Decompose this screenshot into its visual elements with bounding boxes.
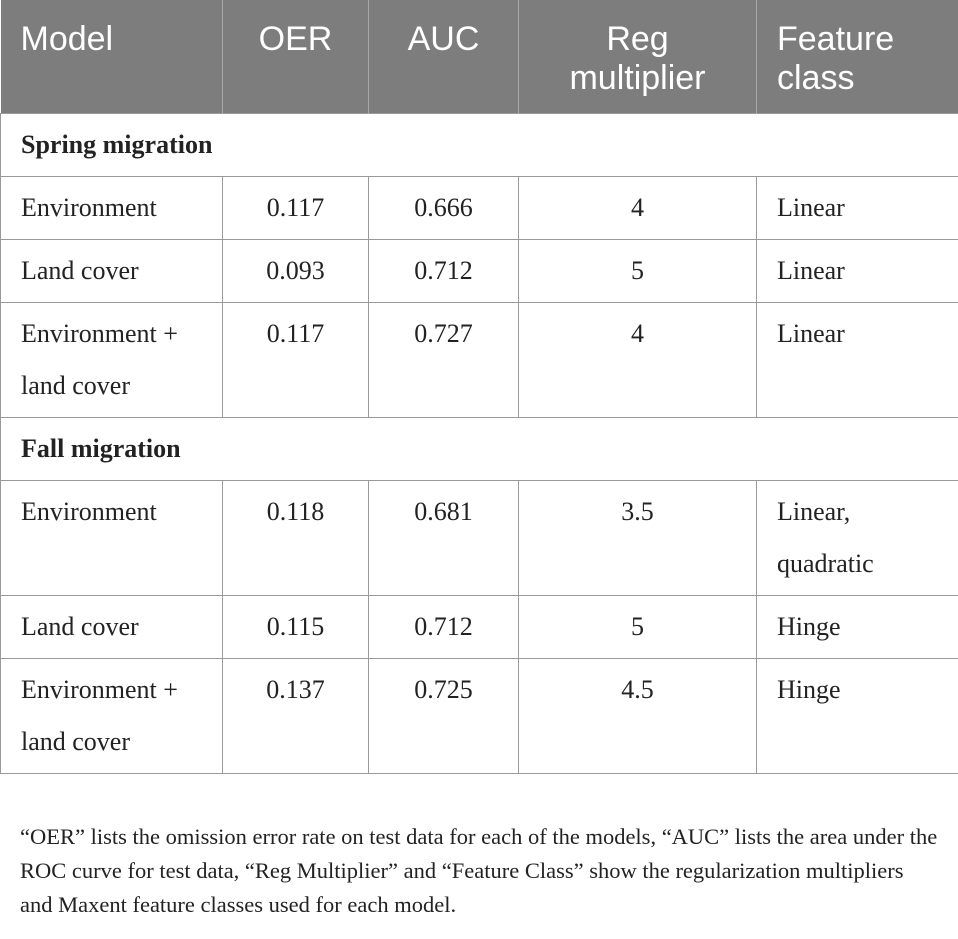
table-row — [1, 480, 958, 595]
cell-model: Land cover — [1, 595, 223, 658]
cell-model: Environment — [1, 480, 223, 595]
table-row — [1, 658, 958, 773]
header-model: Model — [1, 0, 223, 113]
cell-model: Land cover — [1, 239, 223, 302]
cell-oer: 0.118 — [223, 480, 369, 595]
section-title-fall: Fall migration — [1, 417, 958, 480]
cell-feature: Linear — [757, 302, 958, 417]
cell-auc: 0.712 — [369, 595, 519, 658]
cell-oer: 0.093 — [223, 239, 369, 302]
cell-model: Environment + land cover — [1, 658, 223, 773]
table-footnote: “OER” lists the omission error rate on test data for each of the models, “AUC” lists the area under the ROC curve for test data, “Reg Multiplier” and “Feature Class” show the regularization multipliers and Maxent feature classes used for each model. — [20, 824, 938, 917]
cell-feature: Hinge — [757, 658, 958, 773]
cell-reg: 4 — [519, 302, 757, 417]
cell-oer: 0.137 — [223, 658, 369, 773]
cell-reg: 5 — [519, 595, 757, 658]
section-row — [1, 113, 958, 176]
cell-feature: Linear, quadratic — [757, 480, 958, 595]
cell-auc: 0.681 — [369, 480, 519, 595]
table-row — [1, 176, 958, 239]
header-reg-multiplier: Reg multiplier — [519, 0, 757, 113]
cell-model: Environment — [1, 176, 223, 239]
cell-auc: 0.666 — [369, 176, 519, 239]
table-row — [1, 302, 958, 417]
cell-auc: 0.712 — [369, 239, 519, 302]
cell-reg: 4.5 — [519, 658, 757, 773]
cell-model: Environment + land cover — [1, 302, 223, 417]
cell-oer: 0.115 — [223, 595, 369, 658]
section-title-spring: Spring migration — [1, 113, 958, 176]
cell-oer: 0.117 — [223, 302, 369, 417]
cell-auc: 0.725 — [369, 658, 519, 773]
header-oer: OER — [223, 0, 369, 113]
header-auc: AUC — [369, 0, 519, 113]
header-feature-class: Feature class — [757, 0, 958, 113]
cell-feature: Hinge — [757, 595, 958, 658]
cell-feature: Linear — [757, 176, 958, 239]
header-row — [1, 0, 958, 113]
cell-reg: 5 — [519, 239, 757, 302]
section-row — [1, 417, 958, 480]
cell-oer: 0.117 — [223, 176, 369, 239]
table-row — [1, 595, 958, 658]
cell-reg: 4 — [519, 176, 757, 239]
cell-feature: Linear — [757, 239, 958, 302]
cell-reg: 3.5 — [519, 480, 757, 595]
table-row — [1, 239, 958, 302]
cell-auc: 0.727 — [369, 302, 519, 417]
